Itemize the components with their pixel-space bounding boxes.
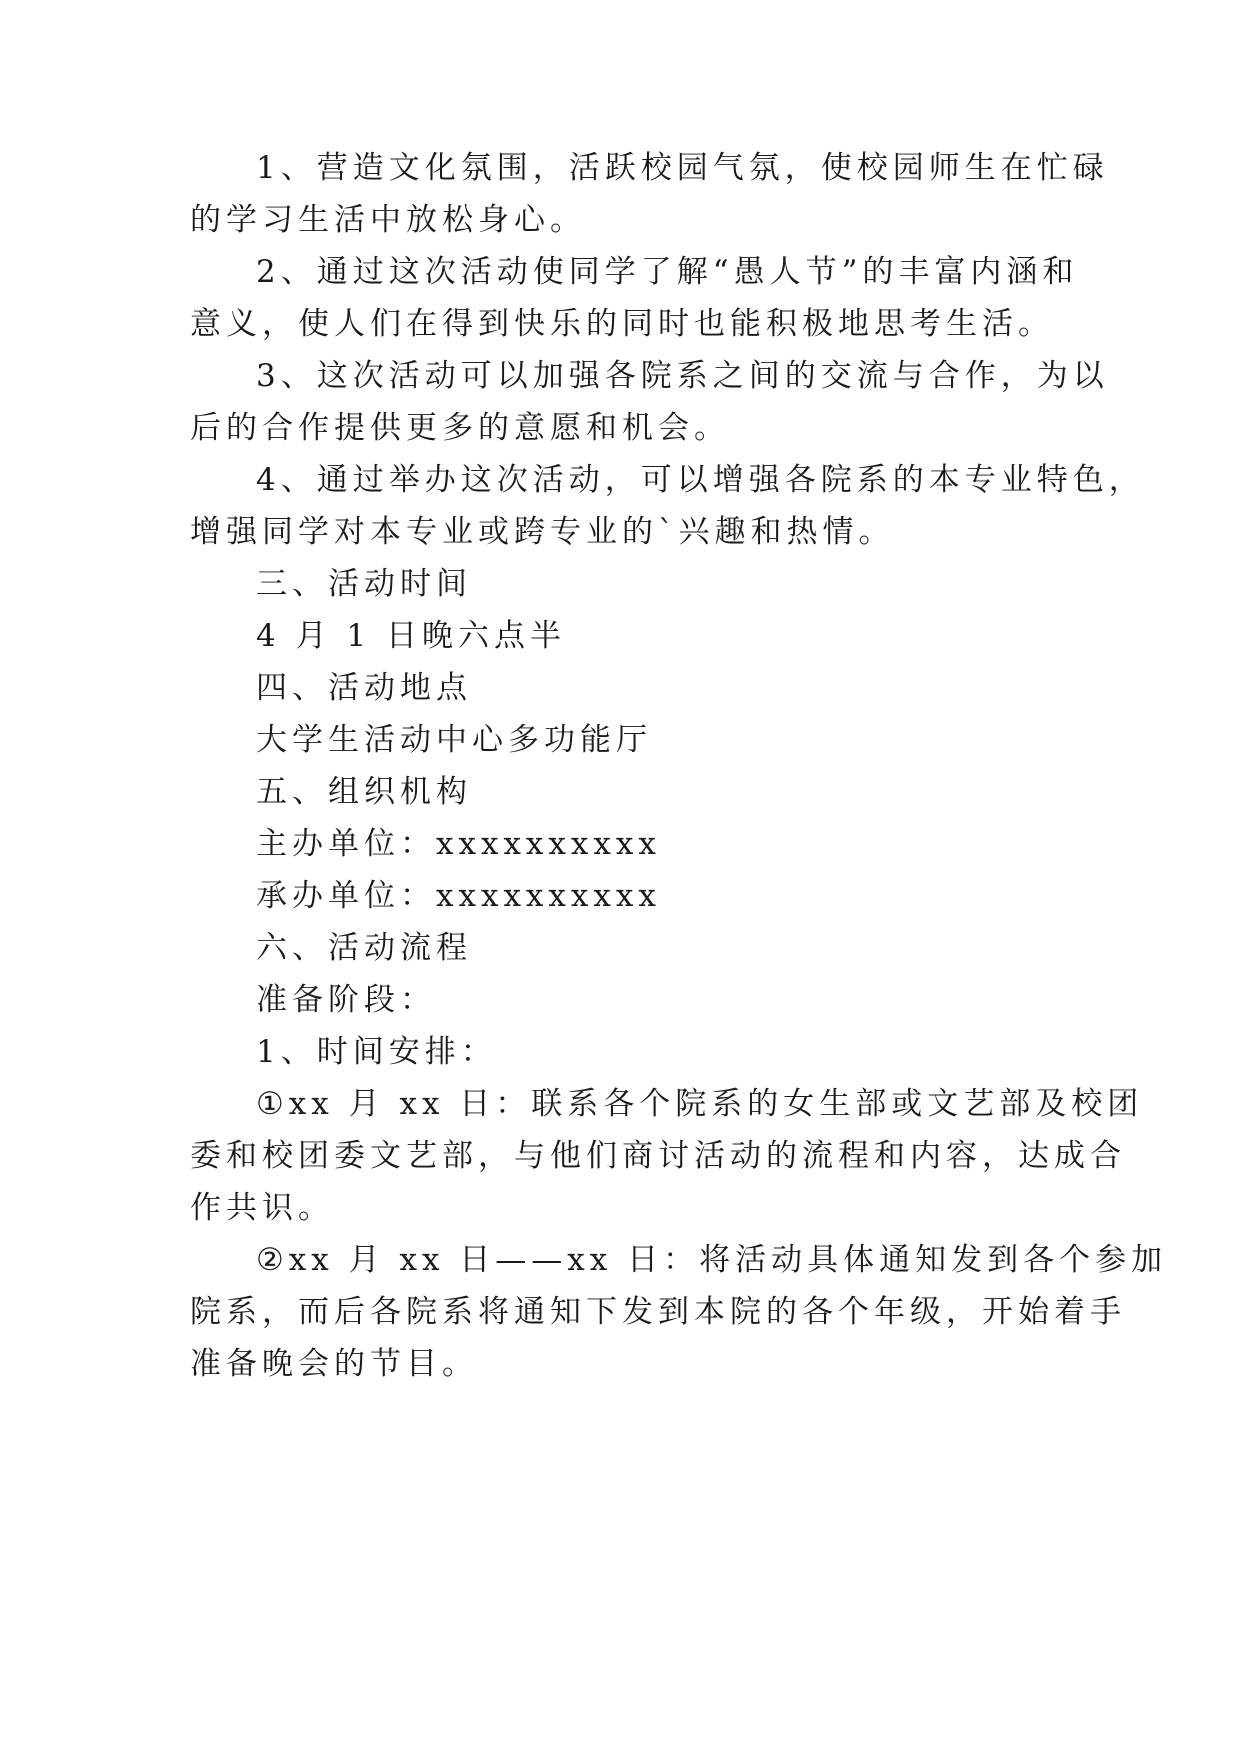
schedule-item-line: ②xx 月 xx 日——xx 日：将活动具体通知发到各个参加	[256, 1242, 1168, 1278]
paragraph-line: 2、通过这次活动使同学了解“愚人节”的丰富内涵和	[256, 254, 1079, 290]
event-time: 4 月 1 日晚六点半	[256, 618, 567, 654]
host-unit: 主办单位：xxxxxxxxxx	[256, 826, 661, 862]
section-heading-process: 六、活动流程	[256, 930, 472, 966]
paragraph-line: 1、营造文化氛围，活跃校园气氛，使校园师生在忙碌	[256, 150, 1109, 186]
paragraph-line: 3、这次活动可以加强各院系之间的交流与合作，为以	[256, 358, 1109, 394]
schedule-item-line: 委和校团委文艺部，与他们商讨活动的流程和内容，达成合	[190, 1138, 1126, 1174]
section-heading-organization: 五、组织机构	[256, 774, 472, 810]
schedule-item-line: 准备晚会的节目。	[190, 1346, 478, 1382]
schedule-item-line: 院系，而后各院系将通知下发到本院的各个年级，开始着手	[190, 1294, 1126, 1330]
section-heading-location: 四、活动地点	[256, 670, 472, 706]
event-location: 大学生活动中心多功能厅	[256, 722, 652, 758]
schedule-item-line: ①xx 月 xx 日：联系各个院系的女生部或文艺部及校团	[256, 1086, 1144, 1122]
section-heading-time: 三、活动时间	[256, 566, 472, 602]
paragraph-line: 后的合作提供更多的意愿和机会。	[190, 410, 730, 446]
schedule-item-line: 作共识。	[190, 1190, 334, 1226]
paragraph-line: 意义，使人们在得到快乐的同时也能积极地思考生活。	[190, 306, 1054, 342]
paragraph-line: 增强同学对本专业或跨专业的`兴趣和热情。	[190, 514, 895, 550]
paragraph-line: 4、通过举办这次活动，可以增强各院系的本专业特色，	[256, 462, 1145, 498]
paragraph-line: 的学习生活中放松身心。	[190, 202, 586, 238]
organizer-unit: 承办单位：xxxxxxxxxx	[256, 878, 661, 914]
stage-heading: 准备阶段：	[256, 982, 436, 1018]
schedule-heading: 1、时间安排：	[256, 1034, 497, 1070]
